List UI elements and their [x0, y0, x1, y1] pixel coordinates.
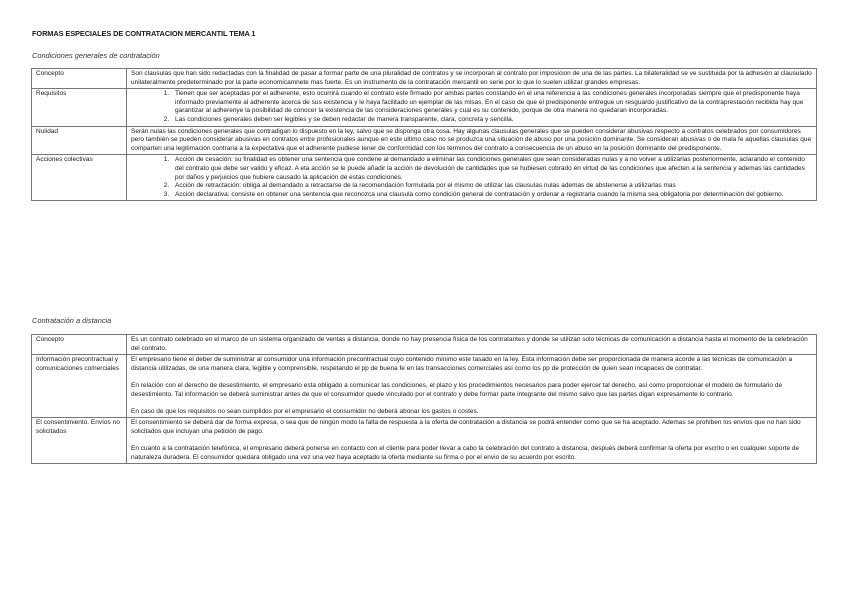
row-label: Concepto — [32, 69, 127, 89]
table-row — [32, 418, 817, 464]
paragraph: El empresario tiene el deber de suministrar al consumidor una información precontractual cuyo contenido mínimo este tasado en la ley. Esta información debe ser proporcionada de manera acorde a las técnicas de comunicación a distancia utilizadas, de una manera clara, legible y comprensible, respetando el pp de buena fe en las transacciones comerciales así como los pp de protección de quien sean incapaces de contratar. — [131, 356, 793, 372]
table-condiciones-generales — [31, 68, 817, 201]
paragraph: En cuanto a la contratación telefónica, el empresario deberá ponerse en contacto con el cliente para poder llevar a cabo la celebración del contrato a distancia, después deberá confirmar la oferta por escrito o en cualquier soporte de naturaleza duradera. El consumidor quedara obligado una vez una vez haya aceptado la oferta mediante su firma o por el envio de su acuerdo por escrito. — [131, 445, 800, 461]
table-row — [32, 155, 817, 201]
row-content — [127, 335, 817, 355]
numbered-list — [131, 156, 813, 199]
row-content — [127, 155, 817, 201]
row-content: Son clausulas que han sido redactadas con la finalidad de pasar a formar parte de una pluralidad de contratos y se incorporan al contrato por imposicion de una de las partes. La bilateralidad se ve sustituida por la adhesión al clausulado unilateralmente predeterminado por la parte economicamnete mas fuerte. Es un instrumento de la contratación mercantil en serie por lo que lo suelen utilizar grandes empresas. — [127, 69, 817, 89]
table-row — [32, 355, 817, 418]
row-label: Información precontractual y comunicaciones comerciales — [32, 355, 127, 418]
table-row — [32, 335, 817, 355]
table-contratacion-distancia — [31, 334, 817, 464]
list-item: 1. Tienen que ser aceptadas por el adherente, esto ocurrirá cuando el contrato este firmado por ambas partes constando en el una referencia a las condiciones generales incorporadas siempre que el predisponente haya informado previamente al adherente acerca de sus existencia y le haya facilitado un ejemplar de las misas. En el caso de que el predisponente entregue un resguardo justificativo de la contraprestación recibida hay que garantizar al adherenye la posibilidad de conocer la existencia de las consideraciones generales y cual es su contenido, porque de otra manera no quedaran incorporadas. — [171, 90, 813, 116]
list-item: 3. Acción declarativa: consiste en obtener una sentencia que reconozca una clausula como condición general de contratación y ordenar a registrarla cuando la misma sea obligatoria por determinación del gobierno. — [171, 191, 813, 200]
table-row — [32, 89, 817, 126]
paragraph: Es un contrato celebrado en el marco de un sistema organizado de ventas a distancia, donde no hay presencia física de los contratantes y donde se utilizan solo técnicas de comunicación a distancia hasta el momento de la celebración del contrato. — [131, 336, 808, 352]
document-title: FORMAS ESPECIALES DE CONTRATACION MERCANTIL TEMA 1 — [32, 29, 256, 38]
list-item: 2. Acción de retractación: obliga al demandado a retractarse de la recomendación formulada por el mismo de utilizar las clausulas nulas ademas de abstenerse a utilizarlas mas — [171, 182, 813, 191]
table-row — [32, 69, 817, 89]
section-heading-condiciones: Condiciones generales de contratación — [32, 51, 160, 60]
table-row — [32, 126, 817, 155]
section-heading-contratacion-distancia: Contratación a distancia — [32, 316, 112, 325]
row-content — [127, 355, 817, 418]
paragraph: El consentimiento se deberá dar de forma expresa, o sea que de ningún modo la falta de respuesta a la oferta de contratación a distancia se podrá entender como que se ha aceptado. Ademas se prohiben los envíos que no han sido solicitados que incluyan una petición de pago. — [131, 419, 801, 435]
list-item: 1. Acción de cesación: su finalidad es obtener una sentencia que condene al demandado a eliminar las condiciones generales que sean consideradas nulas y a no volver a utilizarlas posteriormente, aclarando el contenido del contrato que debe ser valido y eficaz. A eta acción se le puede añadir la acción de devolución de cantidades que se hubiesen cobrado en virtud de las condiciones que afecten a la sentencia y ademas las cantidades por daños y perjuicios que hubiere causado la aplicación de estas condiciones. — [171, 156, 813, 182]
row-label: Requisitos — [32, 89, 127, 126]
row-content: Serán nulas las condiciones generales que contradigan lo dispuesto en la ley, salvo que se disponga otra cosa. Hay algunas clausulas generales que se pueden considerar abusivas respecto a contratos celebrados por consumidores pero también se pueden considerar abusivas en contratos entre profesionales aunque en este ultimo caso no se produzca una situación de abuso por una posición dominante. Se consideran abusivas o de mala fe aquellas clausulas que comparten una legitimación contraria a la expectativa que el adherente pudiese tener de conformidad con los términos del contrato a consecuencia de un abuso en la posición dominante del predisponente. — [127, 126, 817, 155]
list-item: 2. Las condiciones generales deben ser legibles y se deben redactar de manera transparente, clara, concreta y sencilla. — [171, 116, 813, 125]
row-label: El consentimiento. Envíos no solicitados — [32, 418, 127, 464]
paragraph: En relación con el derecho de desestimiento, el empresario esta obligado a comunicar las condiciones, el plazo y los procedimientos necesarios para poder ejercer tal derecho, así como proporcionar el modelo de formulario de desestimiento. Tal información se deberá suministrar antes de que el consumidor quede vinculado por el contrato y debe formar parte integrante del mismo salvo que las partes digan expresamente lo contrario. — [131, 381, 783, 398]
numbered-list — [131, 90, 813, 124]
row-label: Nulidad — [32, 126, 127, 155]
row-content — [127, 418, 817, 464]
row-label: Acciones colectivas — [32, 155, 127, 201]
row-content — [127, 89, 817, 126]
row-label: Concepto — [32, 335, 127, 355]
paragraph: En caso de que los requisitos no sean cumplidos por el empresario el consumidor no deberá abonar los gastos o costes. — [131, 407, 479, 415]
